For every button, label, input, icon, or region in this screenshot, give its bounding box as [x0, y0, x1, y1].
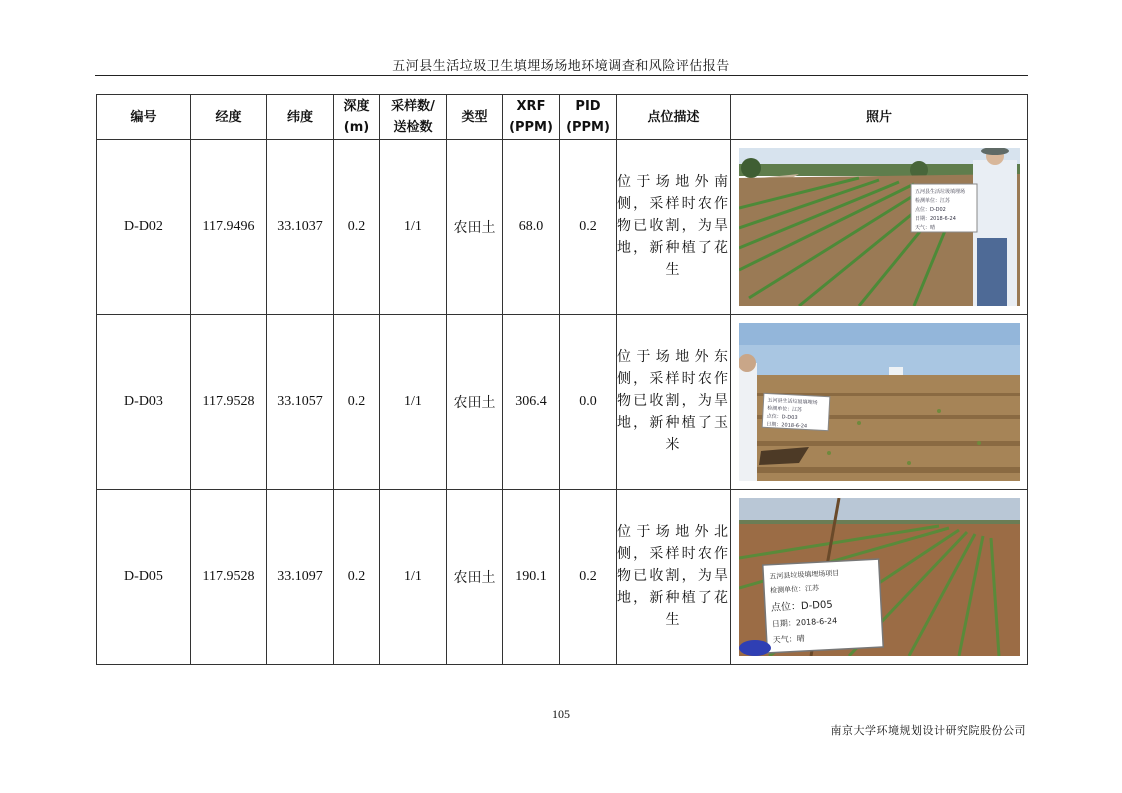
- table-row: [97, 490, 1028, 665]
- cell-xrf: 68.0: [503, 140, 560, 315]
- board-text: 日期：2018-6-24: [914, 216, 956, 222]
- cell-description: 位于场地外北侧，采样时农作物已收割，为旱地，新种植了花生: [617, 490, 731, 665]
- board-text: 五河县生活垃圾填埋场: [766, 397, 818, 407]
- cell-photo: [731, 140, 1028, 315]
- cell-latitude: 33.1057: [267, 315, 334, 490]
- col-header-photo: 照片: [731, 95, 1028, 140]
- board-text: 日期：2018-6-24: [765, 421, 807, 430]
- cell-longitude: 117.9528: [191, 490, 267, 665]
- cell-photo: [731, 490, 1028, 665]
- board-text: 检测单位：江苏: [769, 584, 819, 595]
- cell-pid: 0.2: [560, 490, 617, 665]
- col-header-depth: 深度 (m): [334, 95, 380, 140]
- col-header-type: 类型: [447, 95, 503, 140]
- col-header-xrf: XRF (PPM): [503, 95, 560, 140]
- cell-type: 农田土: [447, 315, 503, 490]
- board-text: 点位：D-D02: [914, 207, 946, 213]
- board-text: 五河县垃圾填埋场项目: [768, 569, 840, 581]
- cell-description: 位于场地外东侧，采样时农作物已收割，为旱地，新种植了玉米: [617, 315, 731, 490]
- field-photo: [739, 498, 1020, 656]
- board-text: 日期：2018-6-24: [771, 616, 837, 629]
- sampling-table: [96, 94, 1028, 665]
- cell-samples: 1/1: [380, 490, 447, 665]
- col-header-pid: PID (PPM): [560, 95, 617, 140]
- header-rule: [95, 75, 1028, 76]
- board-text: 天气：晴: [914, 225, 935, 231]
- table-row: [97, 140, 1028, 315]
- cell-depth: 0.2: [334, 140, 380, 315]
- field-photo: [739, 148, 1020, 306]
- col-header-longitude: 经度: [191, 95, 267, 140]
- table-header-row: [97, 95, 1028, 140]
- cell-id: D-D02: [97, 140, 191, 315]
- cell-pid: 0.2: [560, 140, 617, 315]
- cell-id: D-D05: [97, 490, 191, 665]
- footer-organization: 南京大学环境规划设计研究院股份公司: [830, 724, 1026, 737]
- cell-id: D-D03: [97, 315, 191, 490]
- board-text: 五河县生活垃圾填埋场: [914, 189, 965, 195]
- cell-type: 农田土: [447, 140, 503, 315]
- col-header-description: 点位描述: [617, 95, 731, 140]
- board-text: 天气：晴: [771, 634, 805, 645]
- board-text: 点位：D-D05: [770, 599, 833, 614]
- cell-pid: 0.0: [560, 315, 617, 490]
- col-header-latitude: 纬度: [267, 95, 334, 140]
- col-header-id: 编号: [97, 95, 191, 140]
- cell-longitude: 117.9496: [191, 140, 267, 315]
- cell-latitude: 33.1037: [267, 140, 334, 315]
- cell-xrf: 190.1: [503, 490, 560, 665]
- cell-samples: 1/1: [380, 140, 447, 315]
- page-number: 105: [552, 707, 570, 721]
- cell-depth: 0.2: [334, 490, 380, 665]
- board-text: 点位：D-D03: [766, 413, 798, 422]
- cell-type: 农田土: [447, 490, 503, 665]
- cell-photo: [731, 315, 1028, 490]
- table-row: [97, 315, 1028, 490]
- cell-depth: 0.2: [334, 315, 380, 490]
- cell-latitude: 33.1097: [267, 490, 334, 665]
- cell-longitude: 117.9528: [191, 315, 267, 490]
- cell-samples: 1/1: [380, 315, 447, 490]
- board-text: 检测单位：江苏: [766, 405, 802, 414]
- cell-description: 位于场地外南侧，采样时农作物已收割，为旱地，新种植了花生: [617, 140, 731, 315]
- cell-xrf: 306.4: [503, 315, 560, 490]
- board-text: 检测单位：江苏: [914, 198, 950, 204]
- field-photo: [739, 323, 1020, 481]
- col-header-samples: 采样数/ 送检数: [380, 95, 447, 140]
- report-title: 五河县生活垃圾卫生填埋场场地环境调查和风险评估报告: [392, 59, 730, 74]
